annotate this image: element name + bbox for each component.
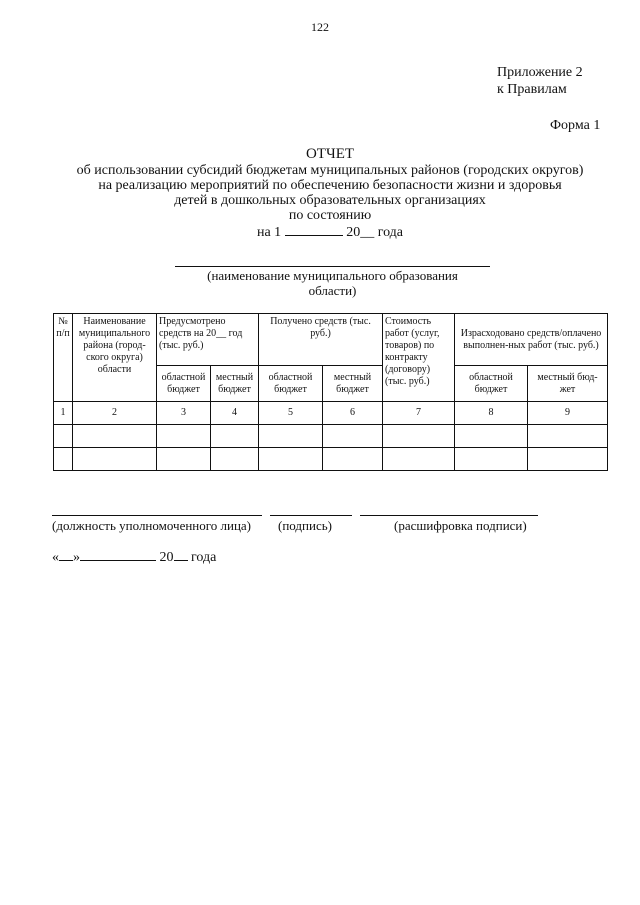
municipality-name-line: [175, 266, 490, 267]
column-number-row: [54, 402, 608, 425]
title-date-line: [20, 223, 640, 240]
column-number: 3: [157, 402, 211, 425]
header-spent-funds: Израсходовано средств/оплачено выполнен-ных работ (тыс. руб.): [455, 314, 608, 366]
empty-cell: [383, 425, 455, 448]
signing-date-line: [52, 548, 216, 566]
day-blank: [59, 548, 73, 561]
title-line-3: на реализацию мероприятий по обеспечению безопасности жизни и здоровья: [98, 178, 562, 193]
empty-cell: [259, 425, 323, 448]
header-received-local: местный бюджет: [323, 366, 383, 402]
empty-cell: [323, 425, 383, 448]
header-district-name: Наименование муниципального района (город-ского округа) области: [73, 314, 157, 402]
header-planned-funds: Предусмотрено средств на 20__ год (тыс. руб.): [157, 314, 259, 366]
column-number: 4: [211, 402, 259, 425]
column-number: 6: [323, 402, 383, 425]
empty-cell: [528, 425, 608, 448]
title-line-2: об использовании субсидий бюджетам муниципальных районов (городских округов): [76, 163, 584, 178]
date-year-prefix: 20: [159, 550, 174, 565]
appendix-line-2: к Правилам: [497, 82, 567, 97]
title-date-prefix: на 1: [256, 225, 282, 240]
position-signature-line: [52, 515, 262, 516]
column-number: 1: [54, 402, 73, 425]
title-date-year: 20__ года: [346, 225, 404, 240]
title-line-1: ОТЧЕТ: [305, 146, 355, 162]
empty-cell: [54, 425, 73, 448]
report-table: [53, 313, 608, 471]
date-year-suffix: года: [191, 550, 217, 565]
year-blank: [174, 548, 188, 561]
header-spent-local: местный бюд-жет: [528, 366, 608, 402]
empty-cell: [157, 425, 211, 448]
table-row: [54, 448, 608, 471]
header-number: № п/п: [54, 314, 73, 402]
empty-cell: [211, 448, 259, 471]
month-blank: [80, 548, 156, 561]
signature-line: [270, 515, 352, 516]
column-number: 2: [73, 402, 157, 425]
date-close-quote: »: [73, 550, 80, 565]
header-received-regional: областной бюджет: [259, 366, 323, 402]
appendix-reference: [497, 64, 583, 98]
report-title: [20, 146, 640, 240]
table-row: [54, 425, 608, 448]
empty-cell: [73, 425, 157, 448]
header-spent-regional: областной бюджет: [455, 366, 528, 402]
decoding-caption: (расшифровка подписи): [394, 518, 527, 533]
column-number: 9: [528, 402, 608, 425]
empty-cell: [455, 448, 528, 471]
empty-cell: [528, 448, 608, 471]
empty-cell: [211, 425, 259, 448]
empty-cell: [157, 448, 211, 471]
empty-cell: [259, 448, 323, 471]
empty-cell: [455, 425, 528, 448]
position-caption: (должность уполномоченного лица): [52, 518, 252, 533]
header-received-funds: Получено средств (тыс. руб.): [259, 314, 383, 366]
header-contract-cost: Стоимость работ (услуг, товаров) по контракту (договору) (тыс. руб.): [383, 314, 455, 402]
header-planned-local: местный бюджет: [211, 366, 259, 402]
column-number: 5: [259, 402, 323, 425]
title-date-blank: [285, 223, 343, 236]
form-label: Форма 1: [550, 118, 601, 133]
signature-caption: (подпись): [278, 518, 332, 533]
municipality-caption-line-1: (наименование муниципального образования: [207, 268, 458, 283]
column-number: 8: [455, 402, 528, 425]
decoding-signature-line: [360, 515, 538, 516]
column-number: 7: [383, 402, 455, 425]
title-line-4: детей в дошкольных образовательных организациях: [174, 193, 486, 208]
municipality-caption-line-2: области): [308, 283, 357, 298]
page-number: 122: [311, 20, 329, 34]
municipality-caption: [175, 268, 490, 298]
empty-cell: [73, 448, 157, 471]
empty-cell: [54, 448, 73, 471]
empty-cell: [323, 448, 383, 471]
header-planned-regional: областной бюджет: [157, 366, 211, 402]
empty-cell: [383, 448, 455, 471]
date-open-quote: «: [52, 550, 59, 565]
appendix-line-1: Приложение 2: [497, 65, 583, 80]
title-line-5: по состоянию: [288, 208, 372, 223]
